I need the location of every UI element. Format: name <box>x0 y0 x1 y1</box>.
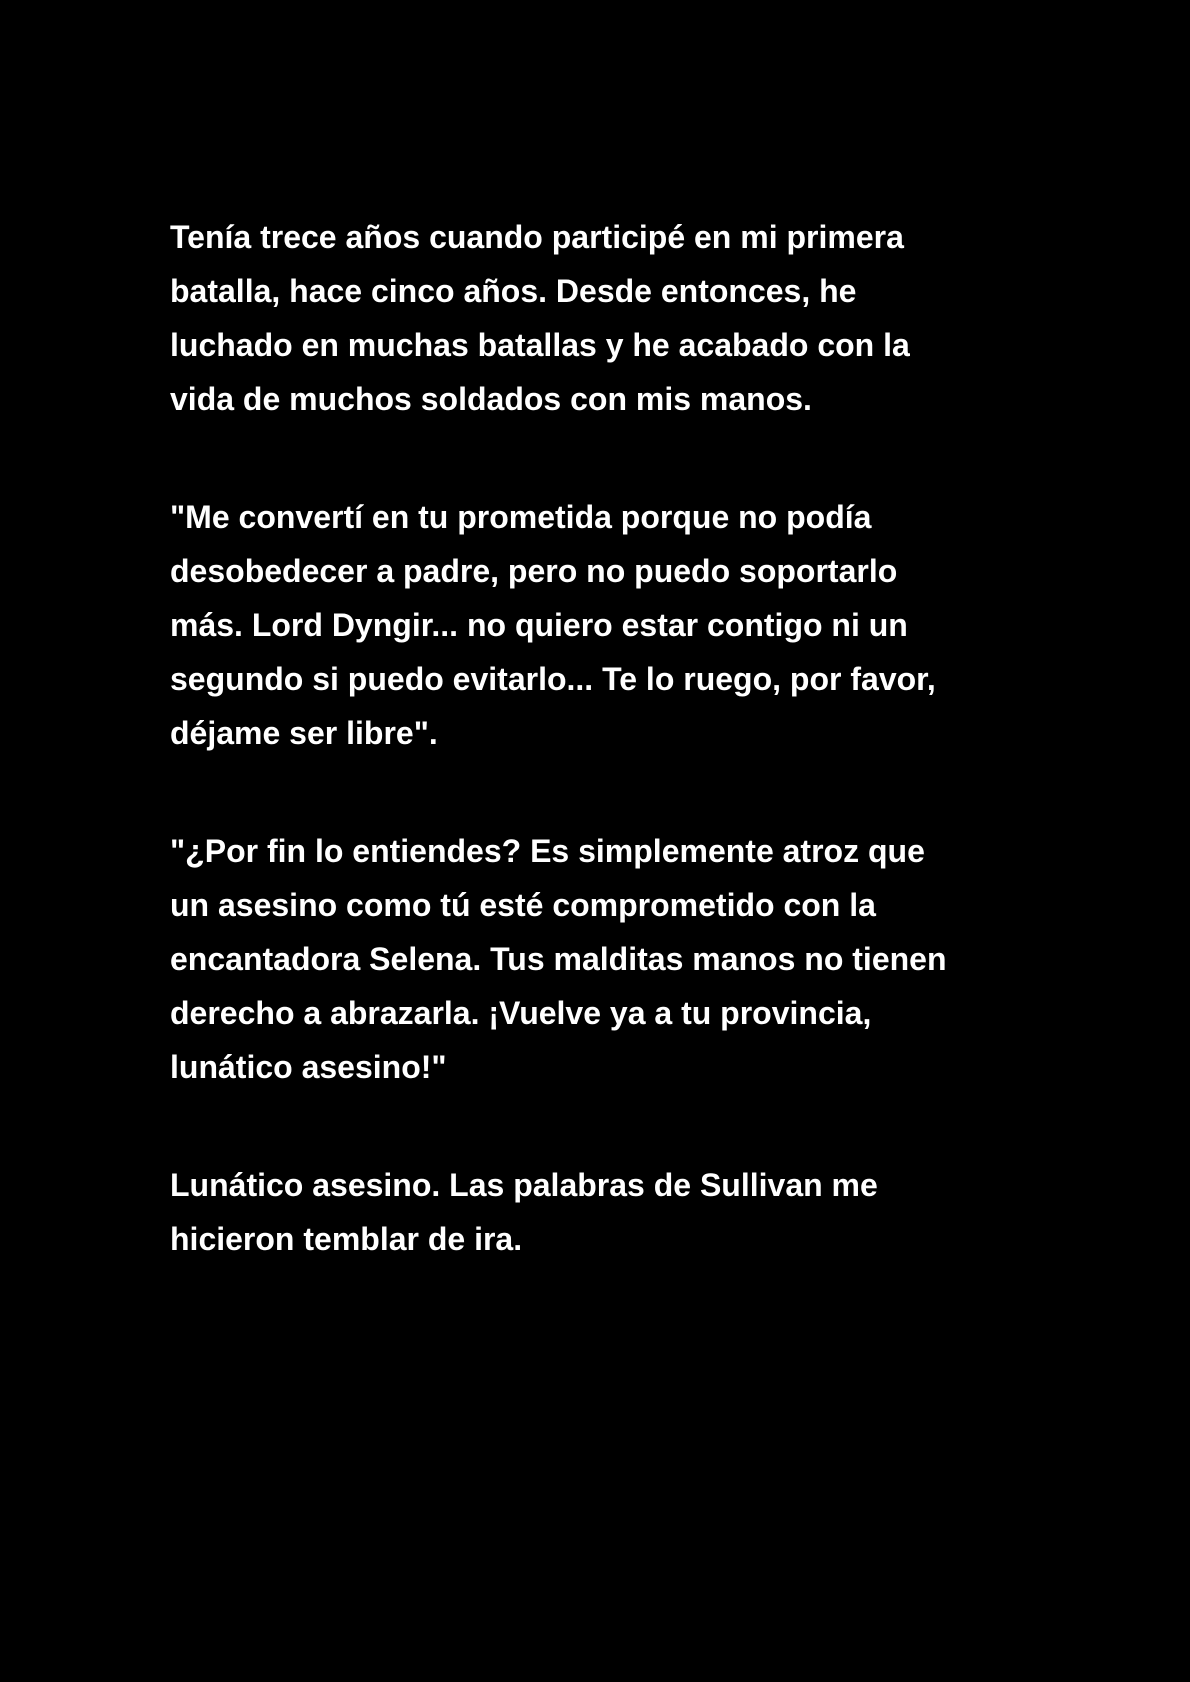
text-line: lunático asesino!" <box>170 1049 447 1085</box>
text-line: "¿Por fin lo entiendes? Es simplemente atroz que <box>170 833 925 869</box>
text-line: Lunático asesino. Las palabras de Sullivan me <box>170 1167 878 1203</box>
text-line: luchado en muchas batallas y he acabado con la <box>170 327 910 363</box>
paragraph-1 <box>170 210 1050 426</box>
text-line: derecho a abrazarla. ¡Vuelve ya a tu provincia, <box>170 995 872 1031</box>
text-line: segundo si puedo evitarlo... Te lo ruego, por favor, <box>170 661 936 697</box>
text-line: déjame ser libre". <box>170 715 438 751</box>
text-line: "Me convertí en tu prometida porque no podía <box>170 499 872 535</box>
text-line: batalla, hace cinco años. Desde entonces, he <box>170 273 857 309</box>
text-line: hicieron temblar de ira. <box>170 1221 523 1257</box>
text-line: vida de muchos soldados con mis manos. <box>170 381 812 417</box>
text-block <box>170 210 1050 1266</box>
text-line: Tenía trece años cuando participé en mi primera <box>170 219 904 255</box>
text-line: más. Lord Dyngir... no quiero estar contigo ni un <box>170 607 908 643</box>
text-line: un asesino como tú esté comprometido con la <box>170 887 876 923</box>
paragraph-4 <box>170 1158 1050 1266</box>
text-line: encantadora Selena. Tus malditas manos no tienen <box>170 941 947 977</box>
paragraph-3 <box>170 824 1050 1094</box>
paragraph-2 <box>170 490 1050 760</box>
text-line: desobedecer a padre, pero no puedo soportarlo <box>170 553 898 589</box>
